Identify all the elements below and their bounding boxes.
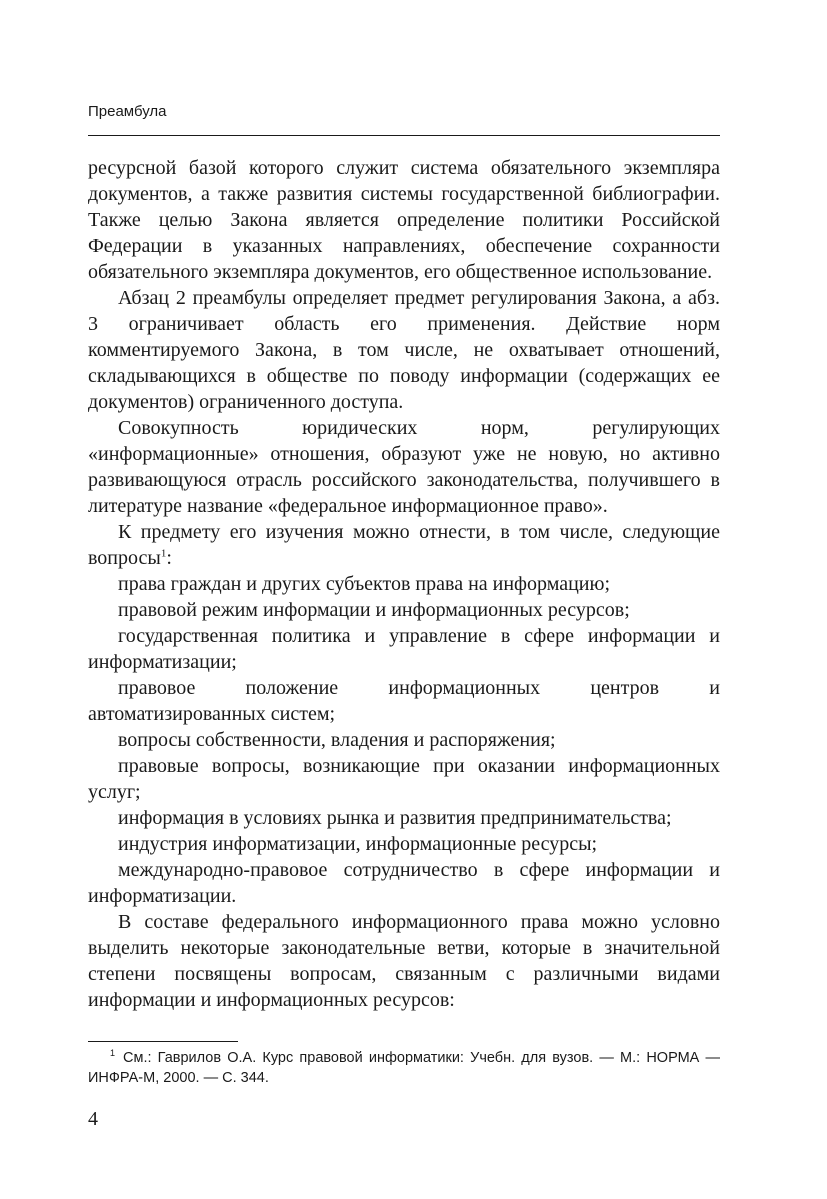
footnote: [88, 1048, 720, 1088]
list-item: правовое положение информационных центров и автоматизированных систем;: [88, 677, 720, 725]
footnote-marker: 1: [110, 1048, 116, 1059]
paragraph: В составе федерального информационного права можно условно выделить некоторые законодательные ветви, которые в значительной степени посвящены вопросам, связанным с различными видами информации и информационных ресурсов:: [88, 911, 720, 1011]
list-item: права граждан и других субъектов права на информацию;: [118, 573, 611, 595]
page-number: 4: [88, 1108, 98, 1130]
paragraph: ресурсной базой которого служит система обязательного экземпляра документов, а также развития системы государственной библиографии. Также целью Закона является определение политики Российской Федерации в указанных направлениях, обеспечение сохранности обязательного экземпляра документов, его общественное использование.: [88, 157, 720, 283]
paragraph-with-footnote-ref: [88, 519, 720, 571]
list-item: международно-правовое сотрудничество в сфере информации и информатизации.: [88, 859, 720, 907]
footnote-rule: [88, 1041, 238, 1042]
paragraph: Абзац 2 преамбулы определяет предмет регулирования Закона, а абз. 3 ограничивает область его применения. Действие норм комментируемого Закона, в том числе, не охватывает отношений, складывающихся в обществе по поводу информации (содержащих ее документов) ограниченного доступа.: [88, 287, 720, 413]
footnote-text: См.: Гаврилов О.А. Курс правовой информатики: Учебн. для вузов. — М.: НОРМА — ИНФРА-М, 2000. — С. 344.: [88, 1050, 720, 1086]
body-text: [88, 155, 720, 1013]
list-item: государственная политика и управление в сфере информации и информатизации;: [88, 625, 720, 673]
list-item: правовой режим информации и информационных ресурсов;: [118, 599, 630, 621]
list-item: индустрия информатизации, информационные ресурсы;: [118, 833, 598, 855]
running-head: Преамбула: [88, 103, 167, 120]
paragraph-text: К предмету его изучения можно отнести, в том числе, следующие вопросы: [88, 521, 720, 569]
list-item: вопросы собственности, владения и распоряжения;: [118, 729, 556, 751]
header-rule: [88, 135, 720, 136]
list-item: информация в условиях рынка и развития предпринимательства;: [118, 807, 672, 829]
paragraph: Совокупность юридических норм, регулирующих «информационные» отношения, образуют уже не новую, но активно развивающуюся отрасль российского законодательства, получившего в литературе название «федеральное информационное право».: [88, 417, 720, 517]
footnote-ref: 1: [160, 547, 167, 560]
list-item: правовые вопросы, возникающие при оказании информационных услуг;: [88, 755, 720, 803]
paragraph-colon: :: [166, 547, 172, 569]
